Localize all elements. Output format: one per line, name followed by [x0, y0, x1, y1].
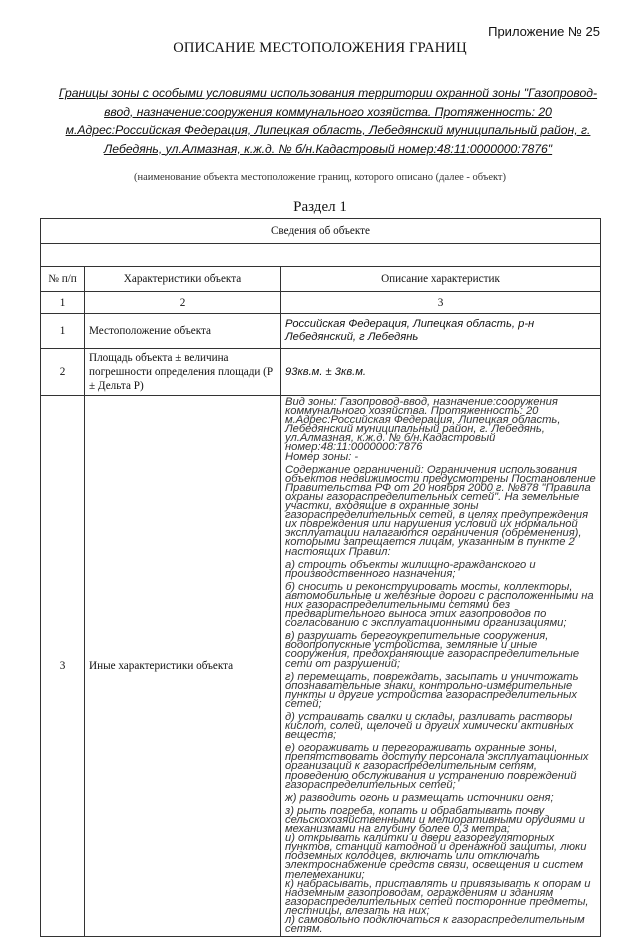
row-characteristic: Площадь объекта ± величина погрешности определения площади (Р ± Дельта Р): [85, 349, 281, 396]
column-number: 2: [85, 292, 281, 314]
row-characteristic: Иные характеристики объекта: [85, 396, 281, 937]
paragraph: Вид зоны: Газопровод-ввод, назначение:сооружения коммунального хозяйства. Протяженность: 20 м.Адрес:Российская Федерация, Липецкая область, Лебедянский муниципальный район, г. Лебедянь, ул.Алмазная, к.ж.д. № б/н.Кадастровый номер:48:11:0000000:7876: [285, 396, 561, 454]
document-title: ОПИСАНИЕ МЕСТОПОЛОЖЕНИЯ ГРАНИЦ: [173, 40, 467, 56]
table-number-row: [41, 292, 601, 314]
row-number: 2: [41, 349, 85, 396]
blank-cell: [41, 244, 601, 267]
other-characteristics-text: [281, 396, 601, 937]
header-characteristic: Характеристики объекта: [85, 267, 281, 292]
table-caption-row: [41, 219, 601, 244]
paragraph: б) сносить и реконструировать мосты, коллекторы, автомобильные и железные дороги с расположенными на них газораспределительными сетями без предварительного выноса этих газопроводов по согласованию с эксплуатационными организациями;: [285, 580, 594, 630]
row-number: 1: [41, 314, 85, 349]
table-row: [41, 314, 601, 349]
header-num: № п/п: [41, 267, 85, 292]
table-blank-row: [41, 244, 601, 267]
paragraph: д) устраивать свалки и склады, разливать растворы кислот, солей, щелочей и других химически активных веществ;: [285, 711, 574, 742]
paragraph: г) перемещать, повреждать, засыпать и уничтожать опознавательные знаки, контрольно-измерительные пункты и другие устройства газораспределительных сетей;: [285, 670, 579, 710]
row-description: 93кв.м. ± 3кв.м.: [281, 349, 601, 396]
column-number: 3: [281, 292, 601, 314]
paragraph: Содержание ограничений: Ограничения использования объектов недвижимости предусмотрены Постановление Правительства РФ от 20 ноября 2000 г. №878 "Правила охраны газораспределительных сетей". На земельные участки, входящие в охранные зоны газораспределительных сетей, в целях предупреждения их повреждения или нарушения условий их нормальной эксплуатации налагаются ограничения (обременения), которыми запрещается лицам, указанным в пункте 2 настоящих Правил:: [285, 463, 596, 558]
header-description: Описание характеристик: [281, 267, 601, 292]
paragraph: з) рыть погреба, копать и обрабатывать почву сельскохозяйственными и мелиоративными орудиями и механизмами на глубину более 0,3 метра;: [285, 804, 585, 836]
table-row: [41, 396, 601, 937]
paragraph: к) набрасывать, приставлять и привязывать к опорам и надземным газопроводам, ограждениям и зданиям газораспределительных сетей посторонние предметы, лестницы, влезать на них;: [285, 877, 591, 917]
naming-note: (наименование объекта местоположение границ, которого описано (далее - объект): [133, 172, 507, 183]
appendix-number: Приложение № 25: [488, 24, 600, 39]
paragraph: а) строить объекты жилищно-гражданского и производственного назначения;: [285, 558, 536, 580]
row-characteristic: Местоположение объекта: [85, 314, 281, 349]
table-row: [41, 349, 601, 396]
object-info-table: [40, 218, 601, 937]
paragraph: ж) разводить огонь и размещать источники огня;: [285, 791, 554, 804]
paragraph: в) разрушать берегоукрепительные сооружения, водопропускные устройства, земляные и иные сооружения, предохраняющие газораспределительные сети от разрушений;: [285, 630, 580, 670]
table-header-row: [41, 267, 601, 292]
paragraph: и) открывать калитки и двери газорегуляторных пунктов, станций катодной и дренажной защиты, люки подземных колодцев, включать или отключать электроснабжение средств связи, освещения и систем телемеханики;: [285, 832, 587, 881]
row-description: Российская Федерация, Липецкая область, р-н Лебедянский, г Лебедянь: [281, 314, 601, 349]
zone-description: Границы зоны с особыми условиями использования территории охранной зоны "Газопровод-ввод, назначение:сооружения коммунального хозяйства. Протяженность: 20 м.Адрес:Российская Федерация, Липецкая область, Лебедянский муниципальный район, г. Лебедянь, ул.Алмазная, к.ж.д. № б/н.Кадастровый номер:48:11:0000000:7876": [58, 86, 598, 156]
paragraph: е) огораживать и перегораживать охранные зоны, препятствовать доступу персонала эксплуатационных организаций к газораспределительным сетям, проведению обслуживания и устранению повреждений газораспределительных сетей;: [285, 742, 589, 791]
row-number: 3: [41, 396, 85, 937]
table-caption: Сведения об объекте: [41, 219, 601, 244]
section-title: Раздел 1: [293, 199, 347, 215]
column-number: 1: [41, 292, 85, 314]
paragraph: Номер зоны: -: [285, 450, 359, 463]
paragraph: л) самовольно подключаться к газораспределительным сетям.: [285, 913, 585, 936]
